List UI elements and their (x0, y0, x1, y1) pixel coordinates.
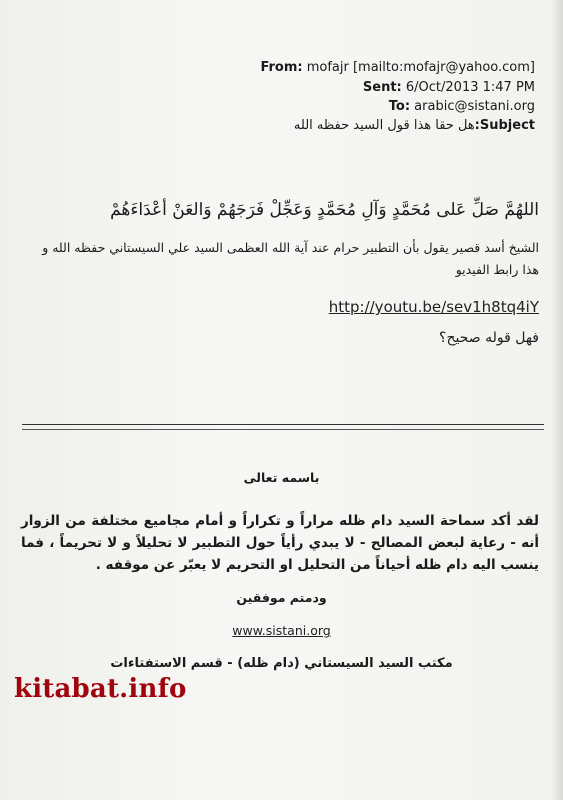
divider-line (22, 429, 544, 430)
question-body-text: الشيخ أسد قصير يقول بأن التطبير حرام عند آية الله العظمى السيد علي السيستاني حفظه الله و هذا رابط الفيديو (42, 240, 539, 277)
closing-question: فهل قوله صحيح؟ (439, 330, 539, 346)
reply-body-text: لقد أكد سماحة السيد دام ظله مراراً و تكراراً و أمام مجاميع مختلفة من الزوار أنه - رعاية لبعض المصالح - لا يبدي رأياً حول التطبير لا تحليلاً و لا تحريماً ، فما ينسب اليه دام ظله أحياناً من التحليل او التحريم لا يعبّر عن موقفه . (21, 513, 539, 573)
to-label: To: (388, 99, 411, 114)
sent-value: 6/Oct/2013 1:47 PM (405, 80, 535, 95)
watermark-logo: kitabat.info (14, 674, 187, 704)
sent-label: Sent: (362, 80, 402, 95)
office-signature: مكتب السيد السيستاني (دام ظله) - قسم الاستفتاءات (110, 656, 453, 671)
to-value: arabic@sistani.org (414, 99, 535, 114)
website-link[interactable]: www.sistani.org (232, 623, 331, 638)
from-label: From: (260, 60, 303, 75)
email-from-line (260, 60, 535, 75)
email-sent-line (363, 80, 535, 95)
dua-line: اللهُمَّ صَلِّ عَلى مُحَمَّدٍ وَآلِ مُحَمَّدٍ وَعَجِّلْ فَرَجَهُمْ وَالعَنْ أعْدَاءَهُمْ (110, 200, 539, 220)
email-to-line (389, 99, 535, 114)
reply-basmala: باسمه تعالى (243, 470, 320, 485)
divider-line (22, 424, 544, 425)
reply-closing: ودمتم موفقين (236, 590, 327, 605)
subject-value: هل حقا هذا قول السيد حفظه الله (293, 118, 475, 133)
from-value: mofajr [mailto:mofajr@yahoo.com] (306, 60, 535, 75)
page-edge-shadow (551, 0, 563, 800)
video-link[interactable]: http://youtu.be/sev1h8tq4iY (328, 298, 539, 316)
subject-label: :Subject (474, 118, 535, 133)
email-subject-line (294, 118, 535, 133)
